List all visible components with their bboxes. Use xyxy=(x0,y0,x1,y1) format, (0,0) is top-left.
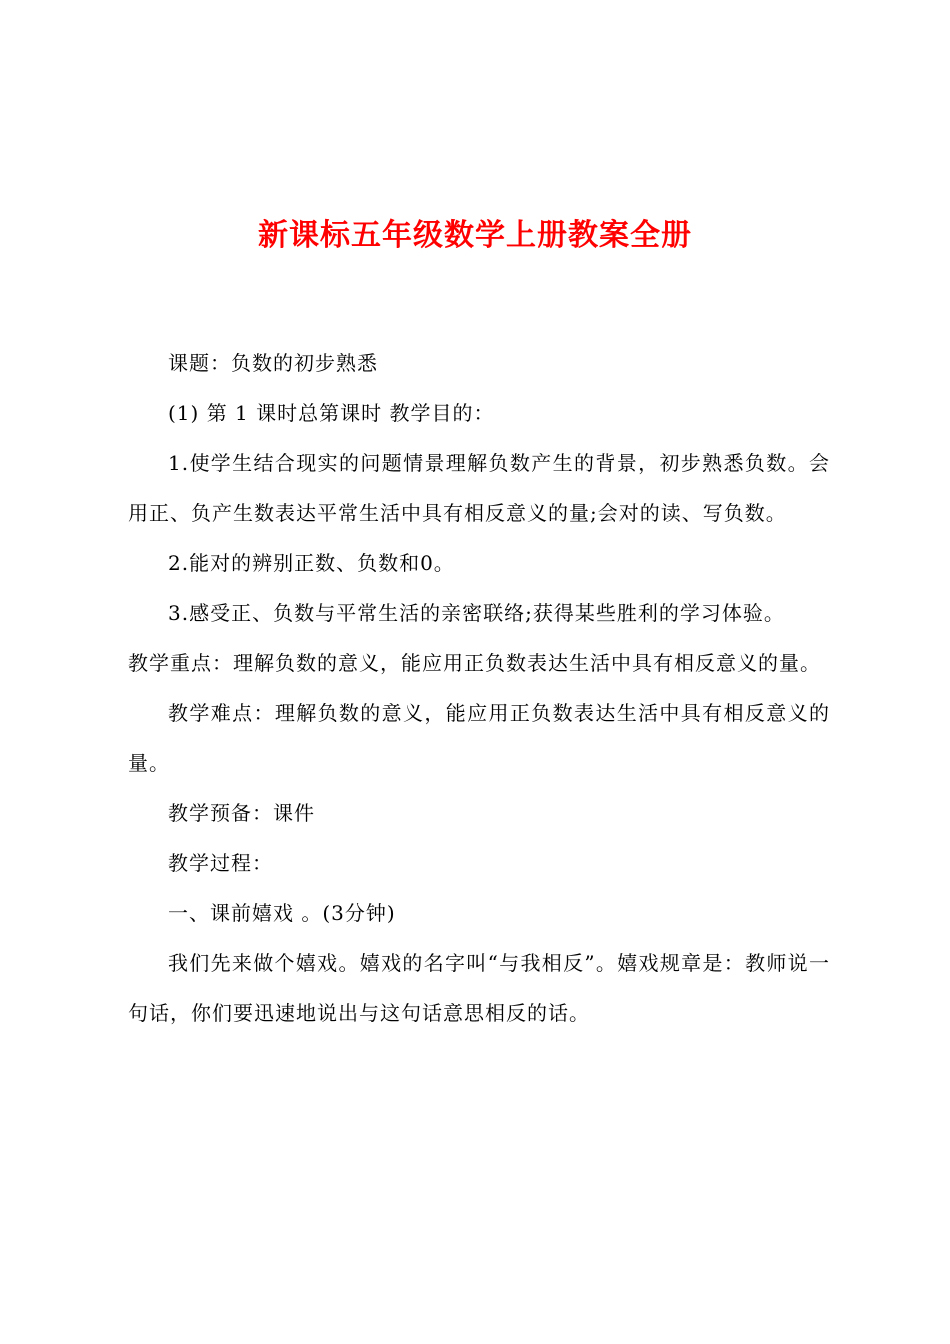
paragraph-game-intro: 我们先来做个嬉戏。嬉戏的名字叫“与我相反”。嬉戏规章是：教师说一句话，你们要迅速地说出与这句话意思相反的话。 xyxy=(128,951,830,1025)
paragraph-preparation: 教学预备：课件 xyxy=(168,801,315,825)
paragraph-lesson-topic: 课题：负数的初步熟悉 xyxy=(168,351,378,375)
paragraph-objective-3: 3.感受正、负数与平常生活的亲密联络;获得某些胜利的学习体验。 xyxy=(168,601,785,625)
paragraph-objective-1: 1.使学生结合现实的问题情景理解负数产生的背景，初步熟悉负数。会用正、负产生数表达平常生活中具有相反意义的量;会对的读、写负数。 xyxy=(128,451,830,525)
document-title: 新课标五年级数学上册教案全册 xyxy=(258,218,692,253)
document-body xyxy=(128,338,830,1038)
paragraph-key-point: 教学重点：理解负数的意义，能应用正负数表达生活中具有相反意义的量。 xyxy=(128,651,821,675)
paragraph-section-one: 一、课前嬉戏 。(3分钟) xyxy=(168,901,396,925)
paragraph-difficulty: 教学难点：理解负数的意义，能应用正负数表达生活中具有相反意义的量。 xyxy=(128,701,830,775)
paragraph-objective-2: 2.能对的辨别正数、负数和0。 xyxy=(168,551,455,575)
paragraph-lesson-period: (1) 第 1 课时总第课时 教学目的： xyxy=(168,401,495,425)
paragraph-process-heading: 教学过程： xyxy=(168,851,273,875)
